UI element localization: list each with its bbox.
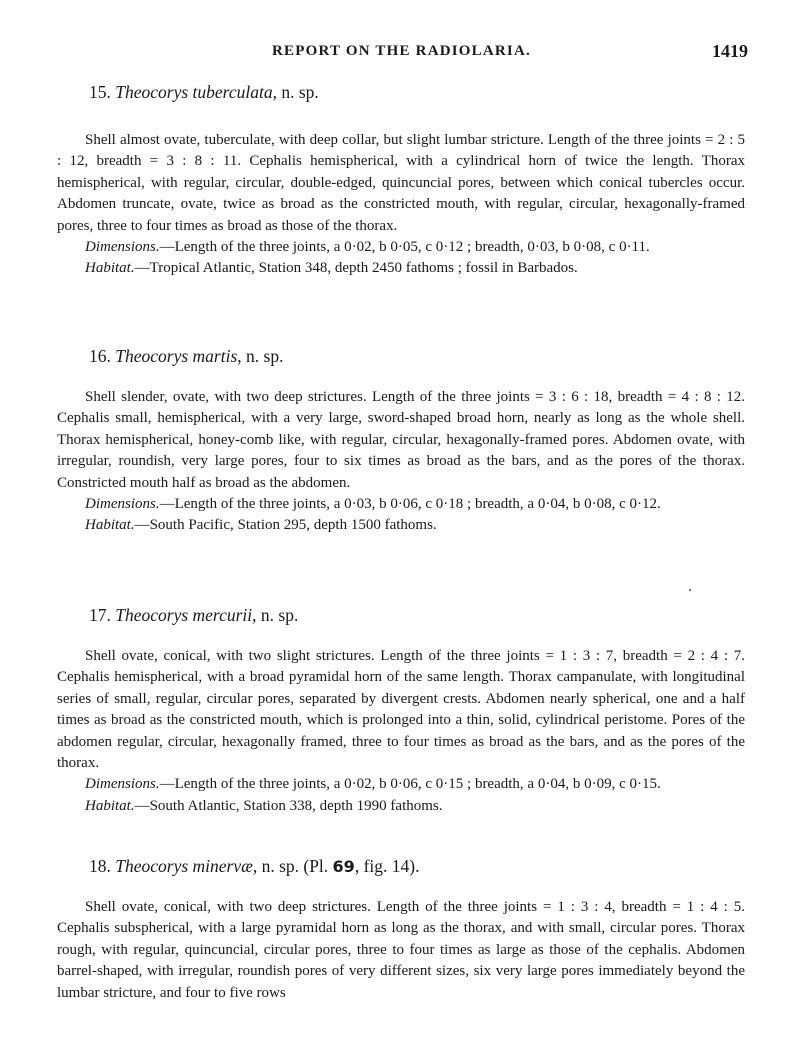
- habitat-text: —Tropical Atlantic, Station 348, depth 2450 fathoms ; fossil in Barbados.: [134, 260, 578, 277]
- species-genus: Theocorys: [115, 346, 189, 366]
- species-epithet: minervæ: [192, 856, 253, 876]
- scan-speck: [689, 589, 691, 591]
- dimensions-label: Dimensions.: [85, 776, 160, 793]
- habitat-label: Habitat.: [85, 517, 135, 534]
- species-heading: [89, 82, 745, 103]
- species-heading: [89, 856, 745, 877]
- plate-number: 69: [332, 857, 355, 876]
- habitat-label: Habitat.: [85, 260, 135, 277]
- habitat-line: [85, 515, 745, 536]
- species-description: Shell ovate, conical, with two deep strictures. Length of the three joints = 1 : 3 : 4, breadth = 1 : 4 : 5. Cephalis subspherical, with a large pyramidal horn as long as the thorax, and with small, circular pores. Thorax rough, with regular, quincuncial, circular pores, three to four times as large as those of the cephalis. Abdomen barrel-shaped, with irregular, roundish pores of very different sizes, six very large pores immediately beyond the lumbar stricture, and four to five rows: [57, 899, 745, 1001]
- species-genus: Theocorys: [115, 856, 189, 876]
- dimensions-text: —Length of the three joints, a 0·02, b 0·06, c 0·15 ; breadth, a 0·04, b 0·09, c 0·15.: [159, 776, 661, 793]
- habitat-text: —South Pacific, Station 295, depth 1500 fathoms.: [134, 517, 437, 534]
- species-entry-18: [57, 856, 745, 1004]
- species-entry-16: [57, 346, 745, 537]
- species-number: 18.: [89, 856, 111, 876]
- habitat-line: [85, 796, 745, 817]
- species-suffix: , n. sp.: [252, 605, 299, 625]
- species-suffix: , n. sp. (Pl.: [252, 856, 333, 876]
- dimensions-text: —Length of the three joints, a 0·02, b 0·05, c 0·12 ; breadth, 0·03, b 0·08, c 0·11.: [159, 239, 650, 256]
- species-description: Shell almost ovate, tuberculate, with deep collar, but slight lumbar stricture. Length of the three joints = 2 : 5 : 12, breadth = 3 : 8 : 11. Cephalis hemispherical, with a cylindrical horn of twice the length. Thorax hemispherical, with regular, circular, double-edged, quincuncial pores, between which conical tubercles occur. Abdomen truncate, ovate, twice as broad as the constricted mouth, with regular, circular, hexagonally-framed pores, three to four times as broad as those of the thorax.: [57, 132, 745, 234]
- figure-reference: , fig. 14).: [354, 856, 420, 876]
- dimensions-line: [85, 237, 745, 258]
- species-entry-17: [57, 605, 745, 817]
- species-genus: Theocorys: [115, 605, 189, 625]
- habitat-line: [85, 258, 745, 279]
- species-description: Shell ovate, conical, with two slight strictures. Length of the three joints = 1 : 3 : 7, breadth = 2 : 4 : 7. Cephalis hemispherical, with a broad pyramidal horn of the same length. Thorax campanulate, with longitudinal series of small, regular, circular pores, separated by divergent crests. Abdomen nearly spherical, one and a half times as broad as the constricted mouth, which is prolonged into a thin, solid, cylindrical peristome. Pores of the abdomen regular, circular, hexagonally framed, three to four times as broad as the bars, and as the pores of the thorax.: [57, 648, 745, 772]
- species-epithet: tuberculata: [192, 82, 273, 102]
- species-suffix: , n. sp.: [272, 82, 319, 102]
- species-number: 16.: [89, 346, 111, 366]
- species-heading: [89, 605, 745, 626]
- running-head: [0, 43, 800, 67]
- dimensions-text: —Length of the three joints, a 0·03, b 0·06, c 0·18 ; breadth, a 0·04, b 0·08, c 0·12.: [159, 496, 661, 513]
- species-number: 17.: [89, 605, 111, 625]
- species-heading: [89, 346, 745, 367]
- dimensions-label: Dimensions.: [85, 239, 160, 256]
- species-suffix: , n. sp.: [237, 346, 284, 366]
- species-epithet: mercurii: [192, 605, 253, 625]
- species-number: 15.: [89, 82, 111, 102]
- species-entry-15: [57, 82, 745, 280]
- running-head-title: REPORT ON THE RADIOLARIA.: [272, 43, 531, 59]
- dimensions-line: [85, 774, 745, 795]
- species-description: Shell slender, ovate, with two deep strictures. Length of the three joints = 3 : 6 : 18, breadth = 4 : 8 : 12. Cephalis small, hemispherical, with a very large, sword-shaped broad horn, nearly as long as the whole shell. Thorax hemispherical, honey-comb like, with regular, circular, hexagonally-framed pores. Abdomen ovate, with irregular, roundish, very large pores, four to six times as broad as the bars, and as the pores of the thorax. Constricted mouth half as broad as the abdomen.: [57, 389, 745, 491]
- species-epithet: martis: [192, 346, 238, 366]
- dimensions-label: Dimensions.: [85, 496, 160, 513]
- species-genus: Theocorys: [115, 82, 189, 102]
- page-number: 1419: [712, 41, 748, 61]
- dimensions-line: [85, 494, 745, 515]
- habitat-text: —South Atlantic, Station 338, depth 1990 fathoms.: [134, 797, 443, 814]
- habitat-label: Habitat.: [85, 797, 135, 814]
